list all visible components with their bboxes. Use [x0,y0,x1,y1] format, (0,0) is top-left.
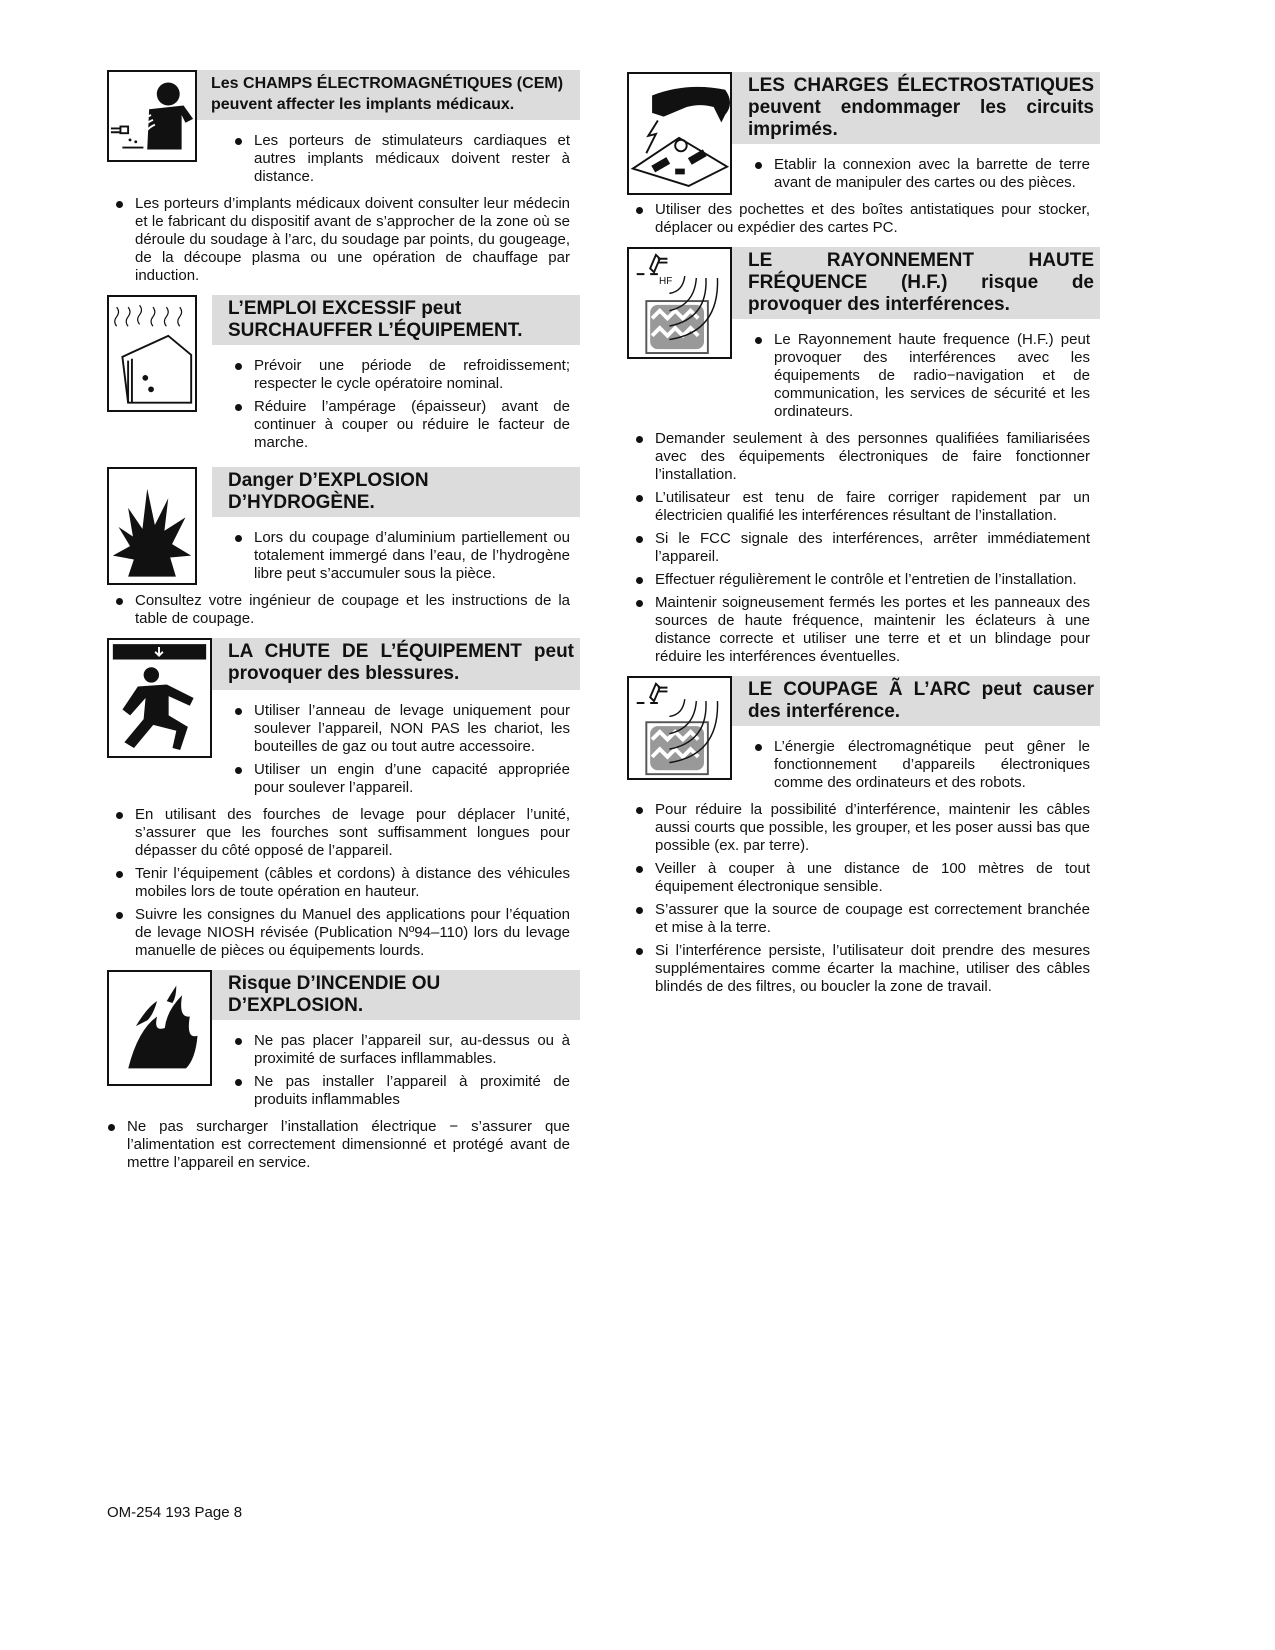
safety-section [107,70,580,285]
list-item [636,801,1090,855]
list-item-text: En utilisant des fourches de levage pour déplacer l’unité, s’assurer que les fourches sont suffisamment longues pour dépasser du côté opposé de l’appareil. [135,806,570,859]
bullet-icon [235,1038,242,1045]
bullet-icon [235,404,242,411]
hf-radiation-icon [627,247,732,359]
bullet-list [636,801,1090,996]
list-item-text: Consultez votre ingénieur de coupage et les instructions de la table de coupage. [135,592,570,627]
bullet-icon [636,536,643,543]
bullet-list [636,430,1090,666]
section-top [627,247,1100,426]
list-item-text: Réduire l’ampérage (épaisseur) avant de continuer à couper ou réduire le facteur de marche. [254,398,570,451]
list-item-text: Veiller à couper à une distance de 100 mètres de tout équipement électronique sensible. [655,860,1090,895]
list-item-text: Ne pas placer l’appareil sur, au-dessus ou à proximité de surfaces infllammables. [254,1032,570,1067]
bullet-icon [636,600,643,607]
list-item [108,1118,570,1172]
bullet-icon [235,708,242,715]
section-top [107,70,580,191]
list-item [636,901,1090,937]
list-item-text: Utiliser l’anneau de levage uniquement pour soulever l’appareil, NON PAS les chariot, les bouteilles de gaz ou tout autre accessoire. [254,702,570,755]
list-item-text: Si le FCC signale des interférences, arrêter immédiatement l’appareil. [655,530,1090,565]
safety-section [107,467,580,628]
list-item [235,132,570,186]
section-title: LA CHUTE DE L’ÉQUIPEMENT peut provoquer des blessures. [212,638,580,690]
list-item-text: L’énergie électromagnétique peut gêner le fonctionnement d’appareils électroniques comme des ordinateurs et des robots. [774,738,1090,791]
right-column [627,72,1100,1006]
bullet-icon [235,363,242,370]
emf-welder-icon [107,70,197,162]
list-item [116,195,570,285]
list-item-text: S’assurer que la source de coupage est correctement branchée et mise à la terre. [655,901,1090,936]
icon-bullet-list [755,331,1090,421]
list-item [636,594,1090,666]
list-item [636,860,1090,896]
falling-equipment-icon [107,638,212,758]
section-body [212,638,580,802]
list-item [755,738,1090,792]
list-item [235,357,570,393]
list-item-text: Les porteurs de stimulateurs cardiaques et autres implants médicaux doivent rester à distance. [254,132,570,185]
bullet-icon [235,535,242,542]
list-item-text: L’utilisateur est tenu de faire corriger rapidement par un électricien qualifié les interférences résultant de l’installation. [655,489,1090,524]
section-title: Danger D’EXPLOSION D’HYDROGÈNE. [212,467,580,517]
section-body [732,72,1100,197]
bullet-icon [636,948,643,955]
explosion-icon [107,467,197,585]
list-item-text: Tenir l’équipement (câbles et cordons) à distance des véhicules mobiles lors de toute opération en hauteur. [135,865,570,900]
icon-bullet-list [235,702,570,797]
section-top [107,295,580,457]
list-item [636,201,1090,237]
section-title: L’EMPLOI EXCESSIF peut SURCHAUFFER L’ÉQUIPEMENT. [212,295,580,345]
list-item-text: Pour réduire la possibilité d’interférence, maintenir les câbles aussi courts que possible, les grouper, et les poser aussi bas que possible (ex. par terre). [655,801,1090,854]
icon-bullet-list [235,529,570,583]
section-body [212,970,580,1114]
left-column [107,70,580,1182]
list-item-text: Etablir la connexion avec la barrette de terre avant de manipuler des cartes ou des pièces. [774,156,1090,191]
section-top [627,72,1100,197]
bullet-icon [636,907,643,914]
section-top [627,676,1100,797]
list-item-text: Prévoir une période de refroidissement; respecter le cycle opératoire nominal. [254,357,570,392]
list-item [116,865,570,901]
bullet-list [116,592,570,628]
section-title: LE RAYONNEMENT HAUTE FRÉQUENCE (H.F.) risque de provoquer des interférences. [732,247,1100,319]
safety-section [107,295,580,457]
static-circuit-board-icon [627,72,732,195]
list-item [235,1032,570,1068]
section-title: LE COUPAGE Ã L’ARC peut causer des interférence. [732,676,1100,726]
icon-bullet-list [235,132,570,186]
bullet-list [636,201,1090,237]
bullet-icon [235,767,242,774]
list-item [636,430,1090,484]
section-top [107,970,580,1114]
list-item-text: Utiliser un engin d’une capacité appropriée pour soulever l’appareil. [254,761,570,796]
bullet-icon [755,744,762,751]
bullet-list [116,806,570,960]
bullet-icon [108,1124,115,1131]
safety-section [627,676,1100,996]
bullet-icon [235,1079,242,1086]
list-item [755,331,1090,421]
section-title: LES CHARGES ÉLECTROSTATIQUES peuvent endommager les circuits imprimés. [732,72,1100,144]
bullet-icon [235,138,242,145]
bullet-icon [116,598,123,605]
fire-icon [107,970,212,1086]
list-item-text: Les porteurs d’implants médicaux doivent consulter leur médecin et le fabricant du dispositif avant de s’approcher de la zone où se déroule du soudage à l’arc, du soudage par points, du gougeage, de la découpe plasma ou une opération de chauffage par induction. [135,195,570,284]
section-title: Risque D’INCENDIE OU D’EXPLOSION. [212,970,580,1020]
list-item-text: Suivre les consignes du Manuel des applications pour l’équation de levage NIOSH révisée (Publication Nº94–110) lors du levage manuelle de pièces ou équipements lourds. [135,906,570,959]
list-item [636,571,1090,589]
list-item-text: Ne pas installer l’appareil à proximité de produits inflammables [254,1073,570,1108]
list-item-text: Effectuer régulièrement le contrôle et l’entretien de l’installation. [655,571,1077,588]
icon-bullet-list [235,357,570,452]
list-item-text: Maintenir soigneusement fermés les portes et les panneaux des sources de haute fréquence, maintenir les éclateurs à une distance correcte et utiliser une terre et et un blindage pour réduire les interférences éventuelles. [655,594,1090,665]
section-body [197,467,580,588]
list-item-text: Utiliser des pochettes et des boîtes antistatiques pour stocker, déplacer ou expédier des cartes PC. [655,201,1090,236]
section-top [107,467,580,588]
icon-bullet-list [755,156,1090,192]
list-item [116,906,570,960]
section-body [732,247,1100,426]
list-item [235,529,570,583]
section-top [107,638,580,802]
bullet-icon [636,577,643,584]
list-item-text: Lors du coupage d’aluminium partiellement ou totalement immergé dans l’eau, de l’hydrogène libre peut s’accumuler sous la pièce. [254,529,570,582]
safety-section [627,247,1100,666]
bullet-list [116,195,570,285]
list-item [636,530,1090,566]
hf-label: HF [659,276,673,287]
list-item [636,489,1090,525]
list-item [755,156,1090,192]
bullet-list [108,1118,570,1172]
bullet-icon [636,495,643,502]
section-body [197,70,580,191]
bullet-icon [116,201,123,208]
safety-section [627,72,1100,237]
list-item [636,942,1090,996]
overheating-icon [107,295,197,412]
bullet-icon [116,871,123,878]
safety-section [107,970,580,1172]
list-item [235,702,570,756]
list-item-text: Demander seulement à des personnes qualifiées familiarisées avec des équipements électroniques de faire fonctionner l’installation. [655,430,1090,483]
list-item-text: Si l’interférence persiste, l’utilisateur doit prendre des mesures supplémentaires comme écarter la machine, utiliser des câbles blindés de des filtres, ou boucler la zone de travail. [655,942,1090,995]
list-item-text: Ne pas surcharger l’installation électrique − s’assurer que l’alimentation est correctement dimensionné et protégé avant de mettre l’appareil en service. [127,1118,570,1171]
bullet-icon [755,337,762,344]
bullet-icon [116,912,123,919]
icon-bullet-list [235,1032,570,1109]
list-item-text: Le Rayonnement haute frequence (H.F.) peut provoquer des interférences avec les équipements de radio−navigation et de communication, les services de sécurité et les ordinateurs. [774,331,1090,420]
section-title: Les CHAMPS ÉLECTROMAGNÉTIQUES (CEM) peuvent affecter les implants médicaux. [197,70,580,120]
bullet-icon [755,162,762,169]
page-footer: OM-254 193 Page 8 [107,1504,243,1521]
bullet-icon [636,207,643,214]
list-item [116,806,570,860]
bullet-icon [116,812,123,819]
bullet-icon [636,866,643,873]
bullet-icon [636,436,643,443]
section-body [197,295,580,457]
arc-interference-icon [627,676,732,780]
list-item [235,398,570,452]
safety-section [107,638,580,960]
bullet-icon [636,807,643,814]
section-body [732,676,1100,797]
list-item [235,761,570,797]
list-item [116,592,570,628]
list-item [235,1073,570,1109]
icon-bullet-list [755,738,1090,792]
